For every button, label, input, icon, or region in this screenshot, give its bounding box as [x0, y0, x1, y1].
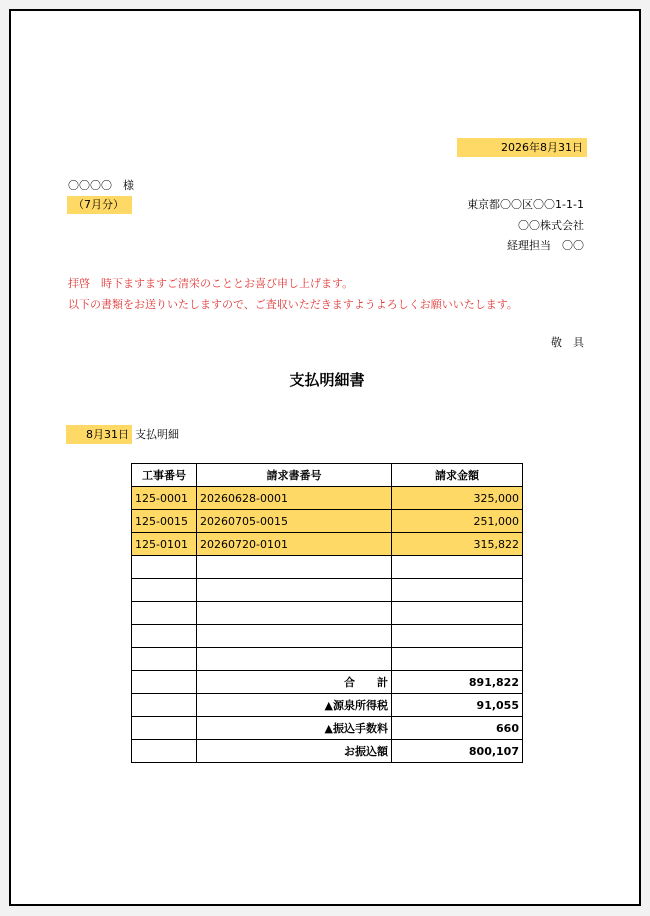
amount-cell: 315,822 — [392, 533, 523, 556]
invoice-no-cell: 20260628-0001 — [197, 487, 392, 510]
invoice-no-cell: 20260705-0015 — [197, 510, 392, 533]
greeting-line-2: 以下の書類をお送りいたしますので、ご査収いただきますようよろしくお願いいたします。 — [68, 298, 518, 311]
empty-row — [132, 602, 523, 625]
summary-row-total — [132, 671, 523, 694]
summary-value: 91,055 — [392, 694, 523, 717]
closing-text: 敬 具 — [551, 336, 584, 349]
document-page — [9, 9, 641, 906]
project-no-cell: 125-0101 — [132, 533, 197, 556]
summary-row-fee — [132, 717, 523, 740]
summary-label: お振込額 — [197, 740, 392, 763]
summary-row-transfer — [132, 740, 523, 763]
header-invoice-no: 請求書番号 — [197, 464, 392, 487]
empty-row — [132, 625, 523, 648]
summary-label: ▲振込手数料 — [197, 717, 392, 740]
empty-row — [132, 648, 523, 671]
sender-company: 〇〇株式会社 — [518, 218, 584, 232]
sender-address: 東京都〇〇区〇〇1-1-1 — [467, 198, 584, 211]
sender-block — [467, 195, 584, 257]
summary-value: 891,822 — [392, 671, 523, 694]
amount-cell: 251,000 — [392, 510, 523, 533]
section-label: 支払明細 — [135, 428, 179, 441]
section-date: 8月31日 — [66, 425, 132, 444]
sender-contact: 経理担当 〇〇 — [507, 239, 584, 252]
invoice-no-cell: 20260720-0101 — [197, 533, 392, 556]
summary-row-withholding — [132, 694, 523, 717]
document-title: 支払明細書 — [289, 371, 365, 389]
payment-table — [131, 463, 523, 763]
amount-cell: 325,000 — [392, 487, 523, 510]
table-row — [132, 487, 523, 510]
billing-period: （7月分） — [67, 196, 132, 214]
summary-label: 合 計 — [197, 671, 392, 694]
table-row — [132, 533, 523, 556]
table-header-row — [132, 464, 523, 487]
header-project-no: 工事番号 — [132, 464, 197, 487]
greeting-line-1: 拝啓 時下ますますご清栄のこととお喜び申し上げます。 — [68, 277, 354, 290]
table-row — [132, 510, 523, 533]
summary-value: 660 — [392, 717, 523, 740]
project-no-cell: 125-0001 — [132, 487, 197, 510]
summary-label: ▲源泉所得税 — [197, 694, 392, 717]
header-amount: 請求金額 — [392, 464, 523, 487]
empty-row — [132, 556, 523, 579]
project-no-cell: 125-0015 — [132, 510, 197, 533]
empty-row — [132, 579, 523, 602]
recipient-name: 〇〇〇〇 様 — [68, 179, 134, 192]
document-date: 2026年8月31日 — [457, 138, 587, 157]
summary-value: 800,107 — [392, 740, 523, 763]
greeting-block — [68, 273, 518, 315]
